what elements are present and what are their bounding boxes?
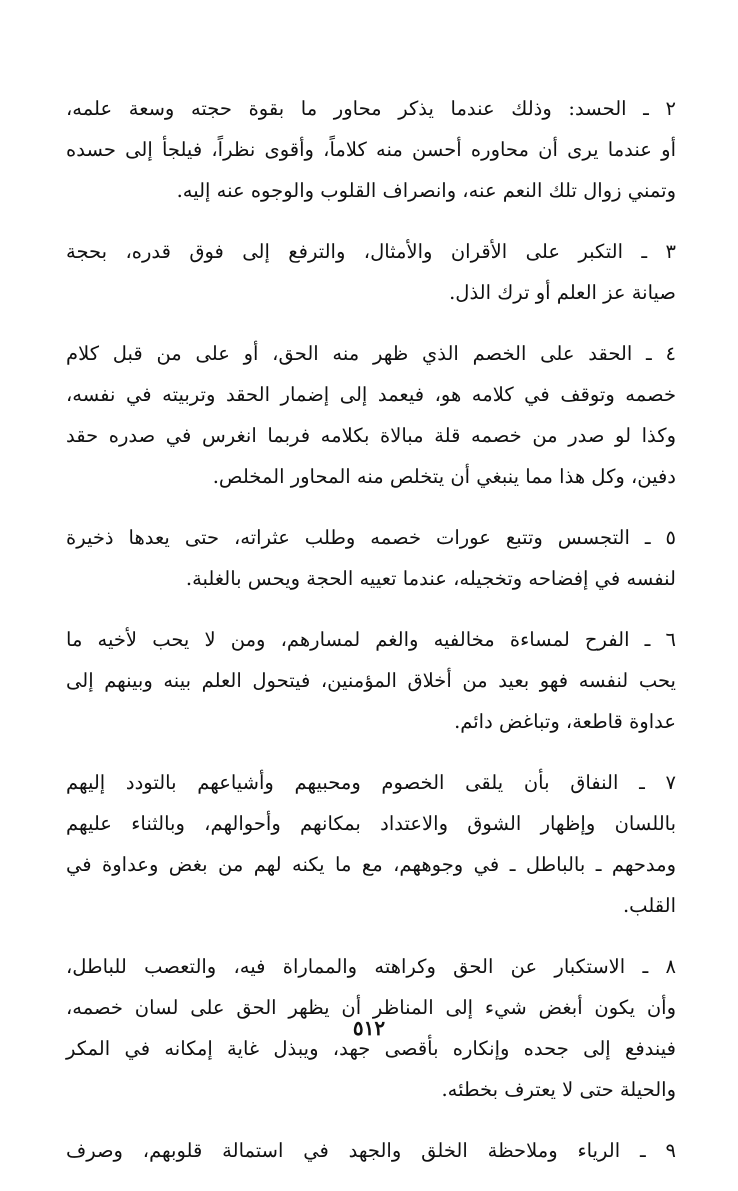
text-line: لنفسه في إفضاحه وتخجيله، عندما تعييه الحجة ويحس بالغلبة.: [185, 567, 676, 590]
paragraph-riya: [66, 1130, 676, 1171]
paragraph-tajassus: [66, 517, 676, 599]
text-line: القلب.: [622, 894, 676, 917]
text-line: ٤ ـ الحقد على الخصم الذي ظهر منه الحق، أو على من قبل كلام: [66, 342, 676, 365]
text-line: ٦ ـ الفرح لمساءة مخالفيه والغم لمسارهم، ومن لا يحب لأخيه ما: [66, 628, 676, 651]
text-line: ومدحهم ـ بالباطل ـ في وجوههم، مع ما يكنه لهم من بغض وعداوة في: [66, 853, 676, 876]
text-line: ٩ ـ الرياء وملاحظة الخلق والجهد في استمالة قلوبهم، وصرف: [66, 1139, 676, 1162]
text-line: والحيلة حتى لا يعترف بخطئه.: [441, 1078, 676, 1101]
text-line: ٣ ـ التكبر على الأقران والأمثال، والترفع إلى فوق قدره، بحجة: [66, 240, 676, 263]
text-line: ٥ ـ التجسس وتتبع عورات خصمه وطلب عثراته، حتى يعدها ذخيرة: [66, 526, 676, 549]
text-line: ٨ ـ الاستكبار عن الحق وكراهته والمماراة فيه، والتعصب للباطل،: [66, 955, 676, 978]
text-line: أو عندما يرى أن محاوره أحسن منه كلاماً، وأقوى نظراً، فيلجأ إلى حسده: [66, 138, 676, 161]
text-line: وأن يكون أبغض شيء إلى المناظر أن يظهر الحق على لسان خصمه،: [66, 996, 676, 1019]
text-line: فيندفع إلى جحده وإنكاره بأقصى جهد، ويبذل غاية إمكانه في المكر: [66, 1037, 676, 1060]
text-line: وتمني زوال تلك النعم عنه، وانصراف القلوب والوجوه عنه إليه.: [176, 179, 676, 202]
text-line: يحب لنفسه فهو بعيد من أخلاق المؤمنين، فيتحول العلم بينه وبينهم إلى: [66, 669, 676, 692]
text-line: ٧ ـ النفاق بأن يلقى الخصوم ومحبيهم وأشياعهم بالتودد إليهم: [66, 771, 676, 794]
text-line: صيانة عز العلم أو ترك الذل.: [449, 281, 676, 304]
text-line: ٢ ـ الحسد: وذلك عندما يذكر محاور ما بقوة حجته وسعة علمه،: [66, 97, 676, 120]
text-line: باللسان وإظهار الشوق والاعتداد بمكانهم وأحوالهم، وبالثناء عليهم: [66, 812, 676, 835]
paragraph-hasad: [66, 88, 676, 211]
text-line: خصمه وتوقف في كلامه هو، فيعمد إلى إضمار الحقد وتربيته في نفسه،: [66, 383, 676, 406]
page-number: ٥١٢: [352, 1016, 386, 1040]
paragraph-nifaq: [66, 762, 676, 926]
text-line: دفين، وكل هذا مما ينبغي أن يتخلص منه المحاور المخلص.: [212, 465, 676, 488]
text-line: وكذا لو صدر من خصمه قلة مبالاة بكلامه فربما انغرس في صدره حقد: [66, 424, 676, 447]
text-line: عداوة قاطعة، وتباغض دائم.: [454, 710, 676, 733]
paragraph-takabbur: [66, 231, 676, 313]
paragraph-farah: [66, 619, 676, 742]
paragraph-hiqd: [66, 333, 676, 497]
